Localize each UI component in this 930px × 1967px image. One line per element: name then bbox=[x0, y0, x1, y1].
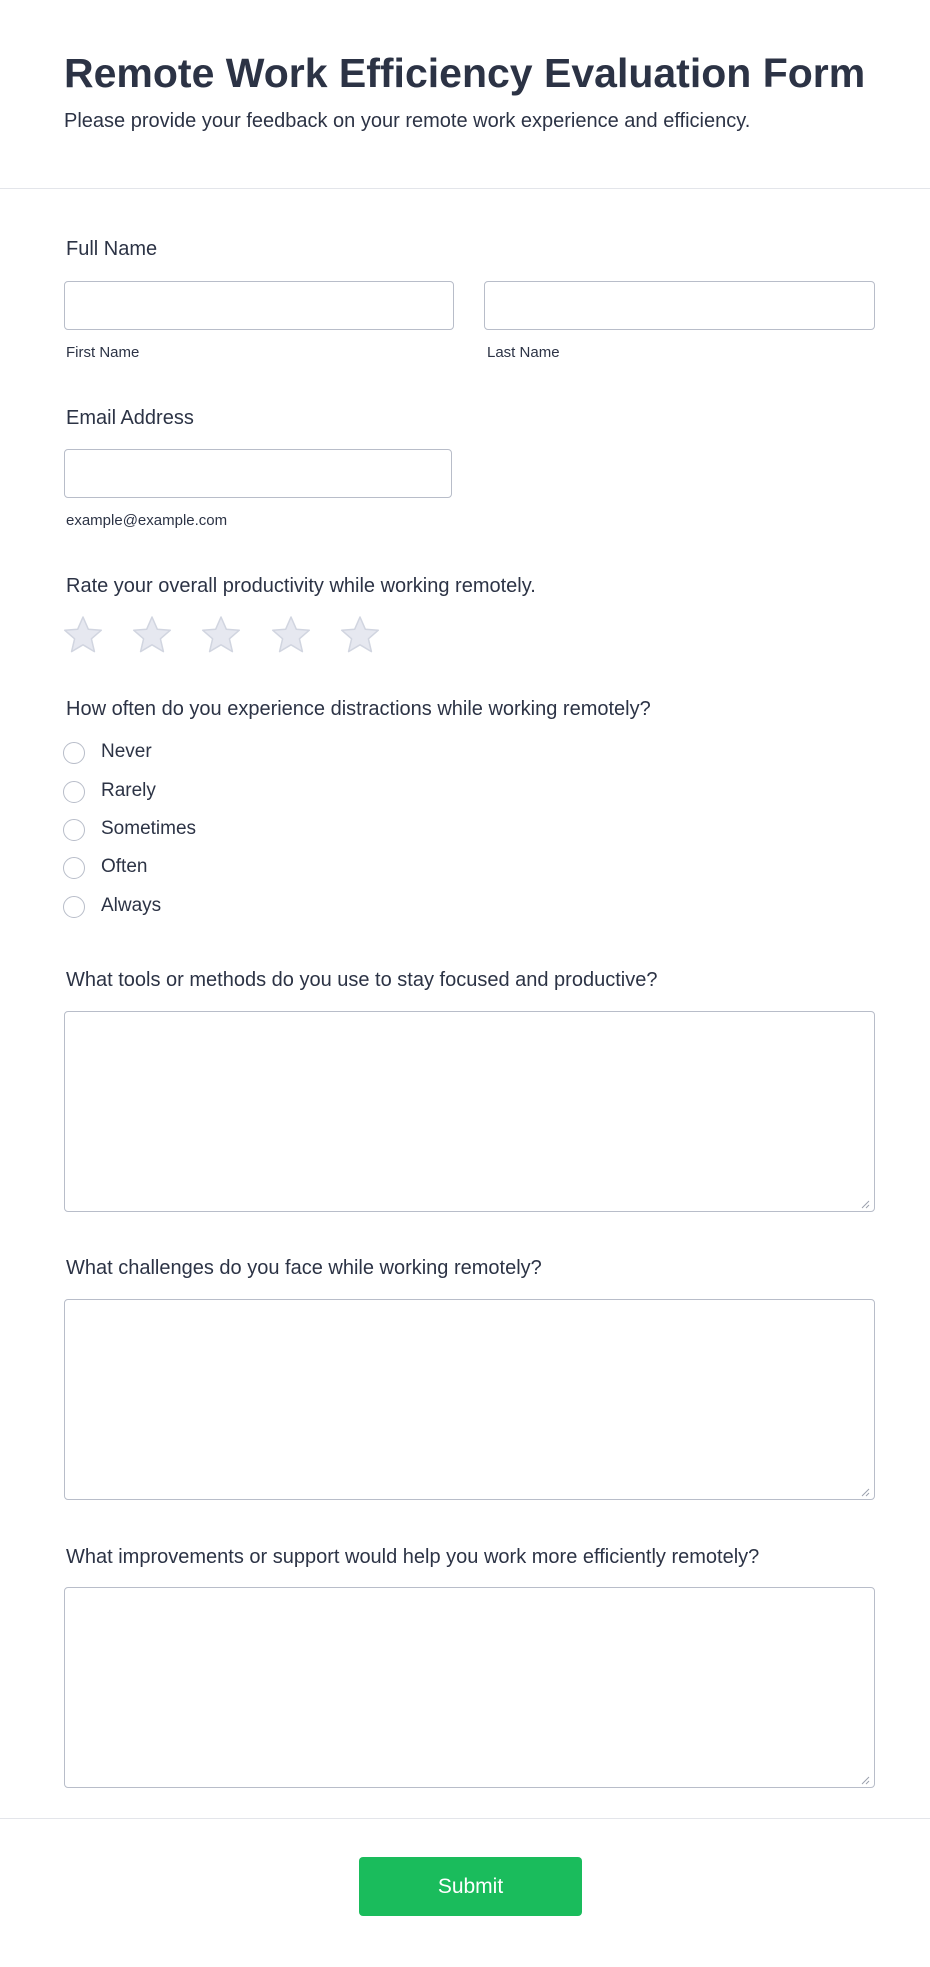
last-name-input[interactable] bbox=[484, 281, 875, 330]
radio-button[interactable] bbox=[63, 742, 85, 764]
star-icon[interactable] bbox=[131, 614, 173, 656]
form-header bbox=[0, 0, 930, 189]
last-name-sublabel: Last Name bbox=[487, 344, 560, 361]
radio-button[interactable] bbox=[63, 857, 85, 879]
radio-label: Always bbox=[101, 895, 162, 916]
tools-textarea[interactable] bbox=[64, 1011, 875, 1212]
rating-label: Rate your overall productivity while working remotely. bbox=[66, 575, 536, 597]
improvements-textarea[interactable] bbox=[64, 1587, 875, 1788]
star-icon[interactable] bbox=[339, 614, 381, 656]
radio-label: Rarely bbox=[101, 780, 156, 801]
form-subtitle: Please provide your feedback on your remote work experience and efficiency. bbox=[64, 110, 751, 132]
submit-button[interactable]: Submit bbox=[359, 1857, 582, 1916]
radio-button[interactable] bbox=[63, 781, 85, 803]
form-footer bbox=[0, 1818, 930, 1967]
first-name-sublabel: First Name bbox=[66, 344, 140, 361]
email-label: Email Address bbox=[66, 407, 194, 429]
radio-button[interactable] bbox=[63, 819, 85, 841]
full-name-label: Full Name bbox=[66, 238, 158, 260]
radio-label: Sometimes bbox=[101, 818, 197, 839]
radio-label: Never bbox=[101, 741, 152, 762]
first-name-input[interactable] bbox=[64, 281, 454, 330]
email-input[interactable] bbox=[64, 449, 452, 498]
star-icon[interactable] bbox=[270, 614, 312, 656]
form-title: Remote Work Efficiency Evaluation Form bbox=[64, 50, 866, 96]
email-sublabel: example@example.com bbox=[66, 512, 228, 529]
radio-button[interactable] bbox=[63, 896, 85, 918]
resize-grip-icon[interactable] bbox=[860, 1199, 870, 1209]
improvements-label: What improvements or support would help you work more efficiently remotely? bbox=[66, 1546, 760, 1568]
radio-label: Often bbox=[101, 856, 148, 877]
star-icon[interactable] bbox=[62, 614, 104, 656]
resize-grip-icon[interactable] bbox=[860, 1487, 870, 1497]
resize-grip-icon[interactable] bbox=[860, 1775, 870, 1785]
challenges-label: What challenges do you face while working remotely? bbox=[66, 1257, 542, 1279]
tools-label: What tools or methods do you use to stay focused and productive? bbox=[66, 969, 658, 991]
distractions-label: How often do you experience distractions while working remotely? bbox=[66, 698, 651, 720]
challenges-textarea[interactable] bbox=[64, 1299, 875, 1500]
star-icon[interactable] bbox=[200, 614, 242, 656]
